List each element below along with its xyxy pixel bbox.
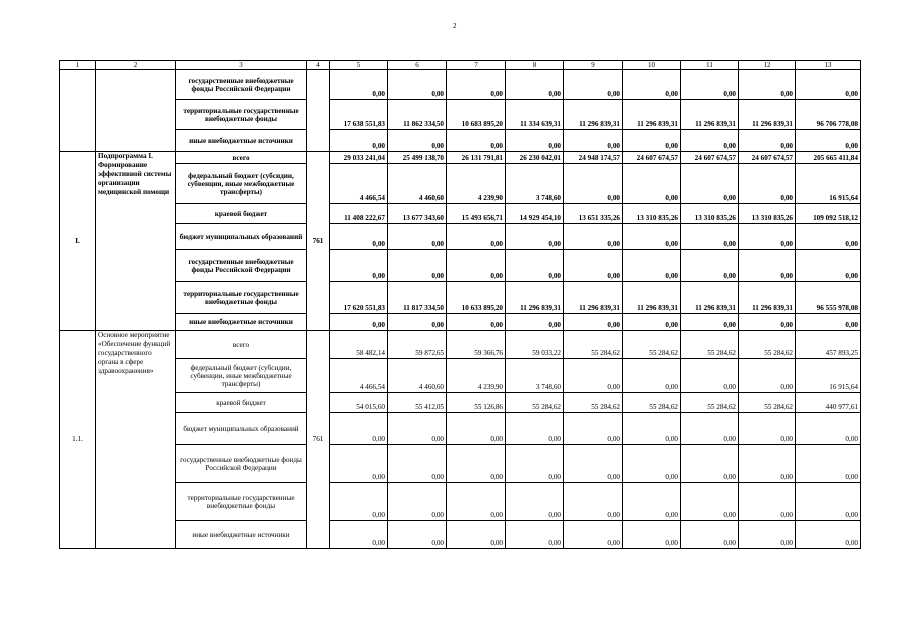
amount-cell: 11 817 334,50 (388, 282, 447, 314)
amount-cell: 0,00 (330, 483, 388, 521)
funding-source: иные внебюджетные источники (176, 130, 307, 152)
amount-cell: 11 296 839,31 (564, 100, 623, 130)
amount-cell: 0,00 (564, 359, 623, 393)
funding-source: федеральный бюджет (субсидии, субвенции, иные межбюджетные трансферты) (176, 359, 307, 393)
amount-cell: 16 915,64 (796, 359, 861, 393)
amount-cell: 25 499 138,70 (388, 152, 447, 164)
amount-cell: 0,00 (739, 359, 796, 393)
amount-cell: 55 412,05 (388, 393, 447, 413)
table-row (60, 359, 861, 393)
amount-cell: 0,00 (564, 164, 623, 204)
amount-cell: 0,00 (330, 250, 388, 282)
table-row (60, 331, 861, 359)
amount-cell: 0,00 (447, 224, 506, 250)
amount-cell: 13 310 835,26 (623, 204, 681, 224)
column-header: 9 (564, 61, 623, 70)
amount-cell: 24 607 674,57 (623, 152, 681, 164)
funding-source: территориальные государственные внебюджетные фонды (176, 100, 307, 130)
amount-cell: 55 284,62 (564, 393, 623, 413)
amount-cell: 0,00 (388, 70, 447, 100)
amount-cell: 205 665 411,84 (796, 152, 861, 164)
amount-cell: 0,00 (623, 445, 681, 483)
amount-cell: 0,00 (623, 483, 681, 521)
amount-cell: 0,00 (447, 314, 506, 331)
amount-cell: 0,00 (681, 164, 739, 204)
amount-cell: 0,00 (506, 413, 564, 445)
row-number (60, 70, 96, 152)
amount-cell: 0,00 (681, 250, 739, 282)
amount-cell: 440 977,61 (796, 393, 861, 413)
amount-cell: 0,00 (506, 314, 564, 331)
budget-code: 761 (307, 331, 330, 549)
amount-cell: 0,00 (447, 483, 506, 521)
amount-cell: 11 296 839,31 (564, 282, 623, 314)
amount-cell: 0,00 (388, 250, 447, 282)
amount-cell: 0,00 (330, 70, 388, 100)
amount-cell: 0,00 (506, 483, 564, 521)
amount-cell: 0,00 (506, 521, 564, 549)
amount-cell: 11 296 839,31 (681, 282, 739, 314)
column-header: 1 (60, 61, 96, 70)
amount-cell: 0,00 (681, 445, 739, 483)
amount-cell: 0,00 (506, 70, 564, 100)
column-header: 5 (330, 61, 388, 70)
amount-cell: 55 284,62 (623, 331, 681, 359)
amount-cell: 14 929 454,10 (506, 204, 564, 224)
funding-source: территориальные государственные внебюджетные фонды (176, 483, 307, 521)
amount-cell: 58 482,14 (330, 331, 388, 359)
table-block-main-activity (60, 331, 861, 549)
amount-cell: 13 651 335,26 (564, 204, 623, 224)
amount-cell: 55 284,62 (681, 331, 739, 359)
amount-cell: 0,00 (564, 521, 623, 549)
amount-cell: 0,00 (739, 413, 796, 445)
amount-cell: 0,00 (447, 445, 506, 483)
amount-cell: 0,00 (623, 130, 681, 152)
amount-cell: 0,00 (681, 70, 739, 100)
amount-cell: 29 033 241,04 (330, 152, 388, 164)
amount-cell: 0,00 (388, 413, 447, 445)
row-number: I. (60, 152, 96, 331)
amount-cell: 11 334 639,31 (506, 100, 564, 130)
amount-cell: 0,00 (623, 164, 681, 204)
amount-cell: 59 366,76 (447, 331, 506, 359)
column-header: 2 (96, 61, 176, 70)
amount-cell: 0,00 (623, 521, 681, 549)
amount-cell: 0,00 (564, 413, 623, 445)
amount-cell: 55 284,62 (739, 331, 796, 359)
amount-cell: 0,00 (623, 413, 681, 445)
table-row (60, 224, 861, 250)
amount-cell: 11 296 839,31 (681, 100, 739, 130)
amount-cell: 0,00 (388, 521, 447, 549)
funding-source: бюджет муниципальных образований (176, 413, 307, 445)
column-header: 11 (681, 61, 739, 70)
column-header: 4 (307, 61, 330, 70)
amount-cell: 0,00 (623, 224, 681, 250)
amount-cell: 0,00 (739, 445, 796, 483)
amount-cell: 109 092 518,12 (796, 204, 861, 224)
amount-cell: 0,00 (796, 413, 861, 445)
amount-cell: 55 126,86 (447, 393, 506, 413)
column-header: 13 (796, 61, 861, 70)
amount-cell: 0,00 (681, 314, 739, 331)
program-name: Подпрограмма I. Формирование эффективной системы организации медицинской помощи (96, 152, 176, 331)
budget-table (59, 60, 861, 549)
amount-cell: 11 296 839,31 (506, 282, 564, 314)
budget-code: 761 (307, 152, 330, 331)
amount-cell: 16 915,64 (796, 164, 861, 204)
amount-cell: 96 555 978,08 (796, 282, 861, 314)
table-row (60, 152, 861, 164)
table-row (60, 393, 861, 413)
amount-cell: 4 466,54 (330, 359, 388, 393)
amount-cell: 11 408 222,67 (330, 204, 388, 224)
amount-cell: 11 296 839,31 (739, 282, 796, 314)
amount-cell: 55 284,62 (681, 393, 739, 413)
page-number: 2 (453, 22, 457, 30)
amount-cell: 0,00 (506, 224, 564, 250)
table-row (60, 70, 861, 100)
amount-cell: 13 677 343,60 (388, 204, 447, 224)
amount-cell: 24 607 674,57 (681, 152, 739, 164)
amount-cell: 0,00 (796, 70, 861, 100)
amount-cell: 0,00 (623, 314, 681, 331)
amount-cell: 0,00 (681, 521, 739, 549)
funding-source: краевой бюджет (176, 393, 307, 413)
amount-cell: 0,00 (447, 521, 506, 549)
table-block-continuation (60, 70, 861, 152)
amount-cell: 0,00 (506, 130, 564, 152)
funding-source: государственные внебюджетные фонды Российской Федерации (176, 445, 307, 483)
amount-cell: 0,00 (796, 314, 861, 331)
budget-code (307, 70, 330, 152)
table-row (60, 445, 861, 483)
amount-cell: 55 284,62 (564, 331, 623, 359)
amount-cell: 0,00 (564, 130, 623, 152)
amount-cell: 26 131 791,81 (447, 152, 506, 164)
amount-cell: 0,00 (330, 314, 388, 331)
amount-cell: 24 948 174,57 (564, 152, 623, 164)
amount-cell: 55 284,62 (739, 393, 796, 413)
funding-source: территориальные государственные внебюджетные фонды (176, 282, 307, 314)
amount-cell: 0,00 (623, 250, 681, 282)
amount-cell: 0,00 (447, 130, 506, 152)
table-row (60, 282, 861, 314)
column-header: 8 (506, 61, 564, 70)
amount-cell: 0,00 (796, 130, 861, 152)
amount-cell: 59 872,65 (388, 331, 447, 359)
row-number: 1.1. (60, 331, 96, 549)
amount-cell: 0,00 (796, 445, 861, 483)
funding-source: государственные внебюджетные фонды Российской Федерации (176, 250, 307, 282)
table-header (60, 61, 861, 70)
amount-cell: 0,00 (796, 521, 861, 549)
funding-source: иные внебюджетные источники (176, 521, 307, 549)
amount-cell: 0,00 (681, 359, 739, 393)
amount-cell: 0,00 (330, 521, 388, 549)
amount-cell: 13 310 835,26 (681, 204, 739, 224)
table-row (60, 204, 861, 224)
column-header: 6 (388, 61, 447, 70)
amount-cell: 13 310 835,26 (739, 204, 796, 224)
amount-cell: 0,00 (739, 130, 796, 152)
amount-cell: 10 683 895,20 (447, 100, 506, 130)
amount-cell: 17 638 551,83 (330, 100, 388, 130)
amount-cell: 11 296 839,31 (623, 282, 681, 314)
amount-cell: 0,00 (447, 413, 506, 445)
amount-cell: 4 239,90 (447, 164, 506, 204)
amount-cell: 0,00 (796, 224, 861, 250)
amount-cell: 0,00 (564, 250, 623, 282)
amount-cell: 0,00 (506, 250, 564, 282)
amount-cell: 0,00 (564, 483, 623, 521)
amount-cell: 0,00 (739, 483, 796, 521)
column-header: 7 (447, 61, 506, 70)
funding-source: краевой бюджет (176, 204, 307, 224)
amount-cell: 0,00 (739, 70, 796, 100)
amount-cell: 54 015,60 (330, 393, 388, 413)
amount-cell: 0,00 (739, 314, 796, 331)
table-row (60, 100, 861, 130)
funding-source: всего (176, 152, 307, 164)
amount-cell: 4 460,60 (388, 359, 447, 393)
table-row (60, 250, 861, 282)
program-name (96, 70, 176, 152)
amount-cell: 96 706 778,08 (796, 100, 861, 130)
column-header: 3 (176, 61, 307, 70)
amount-cell: 0,00 (681, 130, 739, 152)
amount-cell: 3 748,60 (506, 164, 564, 204)
funding-source: всего (176, 331, 307, 359)
table-row (60, 130, 861, 152)
amount-cell: 0,00 (388, 483, 447, 521)
amount-cell: 0,00 (447, 250, 506, 282)
amount-cell: 457 893,25 (796, 331, 861, 359)
amount-cell: 0,00 (330, 224, 388, 250)
amount-cell: 15 493 656,71 (447, 204, 506, 224)
funding-source: иные внебюджетные источники (176, 314, 307, 331)
amount-cell: 59 033,22 (506, 331, 564, 359)
amount-cell: 0,00 (330, 413, 388, 445)
amount-cell: 0,00 (330, 445, 388, 483)
column-header: 12 (739, 61, 796, 70)
amount-cell: 26 230 042,01 (506, 152, 564, 164)
table-row (60, 521, 861, 549)
amount-cell: 0,00 (623, 359, 681, 393)
amount-cell: 11 862 334,50 (388, 100, 447, 130)
header-row (60, 61, 861, 70)
amount-cell: 0,00 (564, 70, 623, 100)
table-row (60, 413, 861, 445)
amount-cell: 0,00 (388, 314, 447, 331)
program-name: Основное мероприятие «Обеспечение функций государственного органа в сфере здравоохранения» (96, 331, 176, 549)
amount-cell: 0,00 (564, 445, 623, 483)
amount-cell: 4 239,90 (447, 359, 506, 393)
amount-cell: 0,00 (506, 445, 564, 483)
amount-cell: 0,00 (564, 224, 623, 250)
amount-cell: 11 296 839,31 (739, 100, 796, 130)
amount-cell: 4 466,54 (330, 164, 388, 204)
table-block-subprogram (60, 152, 861, 331)
table-row (60, 164, 861, 204)
amount-cell: 0,00 (796, 483, 861, 521)
amount-cell: 55 284,62 (623, 393, 681, 413)
amount-cell: 0,00 (681, 483, 739, 521)
funding-source: бюджет муниципальных образований (176, 224, 307, 250)
amount-cell: 3 748,60 (506, 359, 564, 393)
amount-cell: 0,00 (681, 413, 739, 445)
amount-cell: 0,00 (447, 70, 506, 100)
amount-cell: 0,00 (739, 521, 796, 549)
amount-cell: 0,00 (623, 70, 681, 100)
table-row (60, 483, 861, 521)
amount-cell: 17 620 551,83 (330, 282, 388, 314)
amount-cell: 0,00 (739, 250, 796, 282)
amount-cell: 0,00 (388, 224, 447, 250)
table-row (60, 314, 861, 331)
amount-cell: 0,00 (739, 164, 796, 204)
amount-cell: 0,00 (330, 130, 388, 152)
amount-cell: 0,00 (739, 224, 796, 250)
amount-cell: 11 296 839,31 (623, 100, 681, 130)
amount-cell: 0,00 (681, 224, 739, 250)
funding-source: государственные внебюджетные фонды Российской Федерации (176, 70, 307, 100)
amount-cell: 4 460,60 (388, 164, 447, 204)
column-header: 10 (623, 61, 681, 70)
amount-cell: 10 633 895,20 (447, 282, 506, 314)
amount-cell: 0,00 (388, 130, 447, 152)
amount-cell: 0,00 (388, 445, 447, 483)
amount-cell: 0,00 (564, 314, 623, 331)
amount-cell: 24 607 674,57 (739, 152, 796, 164)
amount-cell: 0,00 (796, 250, 861, 282)
funding-source: федеральный бюджет (субсидии, субвенции, иные межбюджетные трансферты) (176, 164, 307, 204)
amount-cell: 55 284,62 (506, 393, 564, 413)
